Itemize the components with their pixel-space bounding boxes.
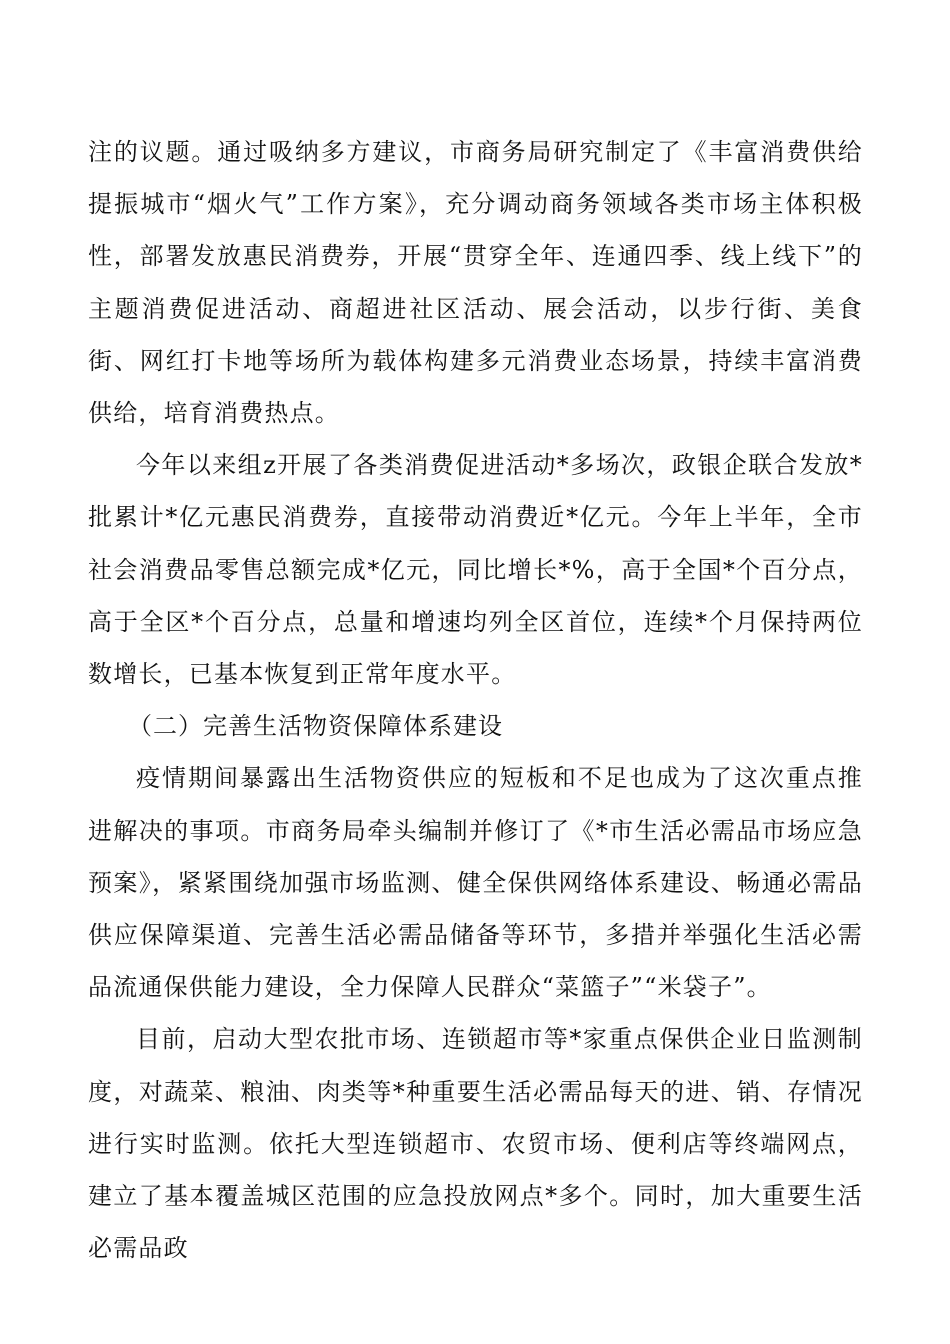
paragraph-consumption-results: 今年以来组z开展了各类消费促进活动*多场次，政银企联合发放*批累计*亿元惠民消费券，直接带动消费近*亿元。今年上半年，全市社会消费品零售总额完成*亿元，同比增长*%，高于全国*个百分点，高于全区*个百分点，总量和增速均列全区首位，连续*个月保持两位数增长，已基本恢复到正常年度水平。	[88, 451, 863, 689]
paragraph-supply-plan: 疫情期间暴露出生活物资供应的短板和不足也成为了这次重点推进解决的事项。市商务局牵头编制并修订了《*市生活必需品市场应急预案》，紧紧围绕加强市场监测、健全保供网络体系建设、畅通必需品供应保障渠道、完善生活必需品储备等环节，多措并举强化生活必需品流通保供能力建设，全力保障人民群众“菜篮子”“米袋子”。	[88, 764, 863, 1002]
paragraph-continuation: 注的议题。通过吸纳多方建议，市商务局研究制定了《丰富消费供给提振城市“烟火气”工作方案》，充分调动商务领域各类市场主体积极性，部署发放惠民消费券，开展“贯穿全年、连通四季、线上线下”的主题消费促进活动、商超进社区活动、展会活动，以步行街、美食街、网红打卡地等场所为载体构建多元消费业态场景，持续丰富消费供给，培育消费热点。	[88, 138, 863, 428]
paragraph-monitoring: 目前，启动大型农批市场、连锁超市等*家重点保供企业日监测制度，对蔬菜、粮油、肉类等*种重要生活必需品每天的进、销、存情况进行实时监测。依托大型连锁超市、农贸市场、便利店等终端网点，建立了基本覆盖城区范围的应急投放网点*多个。同时，加大重要生活必需品政	[88, 1025, 863, 1263]
document-page	[88, 126, 863, 1274]
section-heading: （二）完善生活物资保障体系建设	[128, 712, 503, 741]
